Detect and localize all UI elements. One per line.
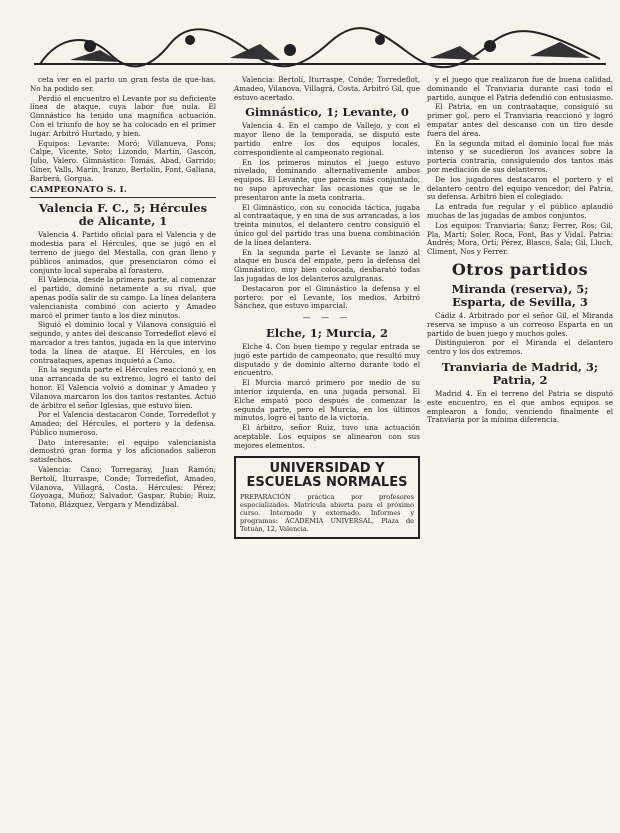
col3-body1-1: Distinguieron por el Miranda el delantero centro y los dos extremos. [427,338,613,357]
col1-intro-0: ceta ver en el parto un gran festa de que-has. No ha podido ser. [30,76,216,93]
col1-body-1: El Valencia, desde la primera parte, al comenzar el partido, dominó netamente a su rival, que apenas podía salir de su campo. La línea delantera valencianista combinó con acierto y Amadeo marcó el primer tanto a los diez minutos. [30,275,216,320]
headline-tranviaria-patria: Tranviaria de Madrid, 3; Patria, 2 [441,359,599,387]
sports-banner-illustration [30,24,610,74]
col3-lead-4: La entrada fue regular y el público aplaudió muchas de las jugadas de ambos conjuntos. [427,202,613,220]
headline-miranda-esparta: Miranda (reserva), 5; Esparta, de Sevilla, 3 [451,281,589,309]
col1-intro-1: Perdió el encuentro el Levante por su deficiente línea de ataque, cuya labor fue nula. El Gimnástico ha tenido una magnífica actuación. Con el triunfo de hoy se ha colocado en el primer lugar. Arbitró Hurtado, y bien. [30,93,216,138]
newspaper-page [12,6,612,828]
col1-body-3: En la segunda parte el Hércules reaccionó y, en una arrancada de su extremo, logró el tanto del honor. El Valencia volvió a dominar y Amadeo y Vilanova marcaron los dos tantos restantes. Actuó de árbitro el señor Iglesias, que estuvo bien. [30,365,216,410]
col2-body2-0: Elche 4. Con buen tiempo y regular entrada se jugó este partido de campeonato, que resultó muy disputado y de dominio alterno durante todo el encuentro. [234,341,420,378]
col2-body2-2: El árbitro, señor Ruiz, tuvo una actuación aceptable. Los equipos se alinearon con sus mejores elementos. [234,423,420,450]
headline-elche-murcia: Elche, 1; Murcia, 2 [265,325,389,340]
col2-body1-3: En la segunda parte el Levante se lanzó al ataque en busca del empate, pero la defensa del Gimnástico, muy bien colocada, desbarató todas las jugadas de los delanteros azulgranas. [234,247,420,283]
section-label: CAMPEONATO S. I. [30,184,128,195]
headline-valencia-hercules: Valencia F. C., 5; Hércules de Alicante, 1 [38,201,208,229]
col1-body-4: Por el Valencia destacaron Conde, Torredeflot y Amadeo; del Hércules, el portero y la defensa. Público numeroso. [30,410,216,437]
col1-body-0: Valencia 4. Partido oficial para el Valencia y de modestia para el Hércules, que se jugó en el terreno de juego del Mestalla, con gran lleno y públicos animados, que presenciaron cómo el conjunto local superaba al forastero. [30,230,216,275]
col2-body1-2: El Gimnástico, con su conocida táctica, jugaba al contraataque, y en una de sus arrancadas, a los treinta minutos, el delantero centro consiguió el único gol del partido tras una buena combinación de la línea delantera. [234,202,420,247]
col2-body1-1: En los primeros minutos el juego estuvo nivelado, dominando alternativamente ambos equipos. El Levante, que parecía más conjuntado, no supo aprovechar las ocasiones que se le presentaron ante la meta contraria. [234,157,420,202]
column-1 [30,76,216,826]
col3-body2-0: Madrid 4. En el terreno del Patria se disputó este encuentro, en el que ambos equipos se emplearon a fondo, venciendo finalmente el Tranviaria por la mínima diferencia. [427,388,613,425]
divider [30,197,216,198]
headline-gimnastico-levante: Gimnástico, 1; Levante, 0 [245,105,409,120]
col2-body1-4: Destacaron por el Gimnástico la defensa y el portero; por el Levante, los medios. Arbitró Sánchez, que estuvo imparcial. [234,283,420,311]
col1-intro-2: Equipos: Levante: Moró; Villanueva, Pons; Calpe, Vicente, Soto; Lizondo, Martín, Gascón, Julio, Valero. Gimnástico: Tomás, Abad, Garrido; Giner, Valls, Marín, Iranzo, Bertolín, Font, Galiana, Barberá, Gorgua. [30,138,216,183]
col2-body1-0: Valencia 4. En el campo de Vallejo, y con el mayor lleno de la temporada, se disputó este partido entre los dos equipos locales, correspondiente al campeonato regional. [234,121,420,157]
col3-lead-3: De los jugadores destacaron el portero y el delantero centro del equipo vencedor; del Patria, su defensa. Arbitró bien el colegiado. [427,174,613,202]
separator: — — — [302,313,352,323]
ad-title-1: UNIVERSIDAD Y [269,461,385,477]
col3-body1-0: Cádiz 4. Arbitrado por el señor Gil, el Miranda reserva se impuso a un correoso Esparta en un partido de buen juego y muchos goles. [427,310,613,338]
col2-lead-0: Valencia: Bertolí, Iturraspe, Conde; Torredeflot, Amadeo, Vilanova, Villagrá, Costa. Arbitró Gil, que estuvo acertado. [234,76,420,102]
ad-text: PREPARACIÓN práctica por profesores especializados. Matrícula abierta para el próximo curso. Internado y externado. Informes y programas: ACADEMIA UNIVERSAL, Plaza de Tetuán, 12, Valencia. [240,493,414,534]
ad-title-2: ESCUELAS NORMALES [246,475,408,491]
col1-body-6: Valencia: Cano; Torregaray, Juan Ramón; Bertolí, Iturraspe, Conde; Torredeflot, Amadeo, Vilanova, Villagrá, Costa. Hércules: Pérez; Goyoaga, Muñoz; Salvador, Gaspar, Rubio; Ruiz, Tatono, Blázquez, Vergara y Mendizábal. [30,465,216,510]
column-3 [427,76,613,826]
col2-body2-1: El Murcia marcó primero por medio de su interior izquierda, en una jugada personal. El Elche empató poco después de comenzar la segunda parte, pero el Murcia, en los últimos minutos, logró el tanto de la victoria. [234,378,420,423]
col1-body-2: Siguió el dominio local y Vilanova consiguió el segundo, y antes del descanso Torredeflot elevó el marcador a tres tantos, jugada en la que intervino toda la línea de ataque. El Hércules, en los contraataques, apenas inquietó a Cano. [30,320,216,365]
academy-advertisement [234,456,420,539]
headline-otros-partidos: Otros partidos [451,259,589,279]
col1-body-5: Dato interesante: el equipo valencianista demostró gran forma y los aficionados salieron satisfechos. [30,437,216,465]
col3-lead-5: Los equipos: Tranviaria: Sanz; Ferrer, Ros; Gil, Pla, Martí; Soler, Roca, Font, Bas y Vidal. Patria: Andrés; Mora, Ortí; Pérez, Blasco, Sala; Gil, Lluch, Climent, Nos y Ferrer. [427,220,613,257]
col3-lead-2: En la segunda mitad el dominio local fue más intenso y se sucedieron los avances sobre la portería contraria, consiguiendo dos tantos más por mediación de sus delanteros. [427,138,613,174]
column-2 [234,76,420,826]
col3-lead-0: y el juego que realizaron fue de buena calidad, dominando el Tranviaria durante casi todo el partido, aunque el Patria defendió con entusiasmo. [427,76,613,102]
col3-lead-1: El Patria, en un contraataque, consiguió su primer gol, pero el Tranviaria reaccionó y logró empatar antes del descanso con un tiro desde fuera del área. [427,102,613,138]
